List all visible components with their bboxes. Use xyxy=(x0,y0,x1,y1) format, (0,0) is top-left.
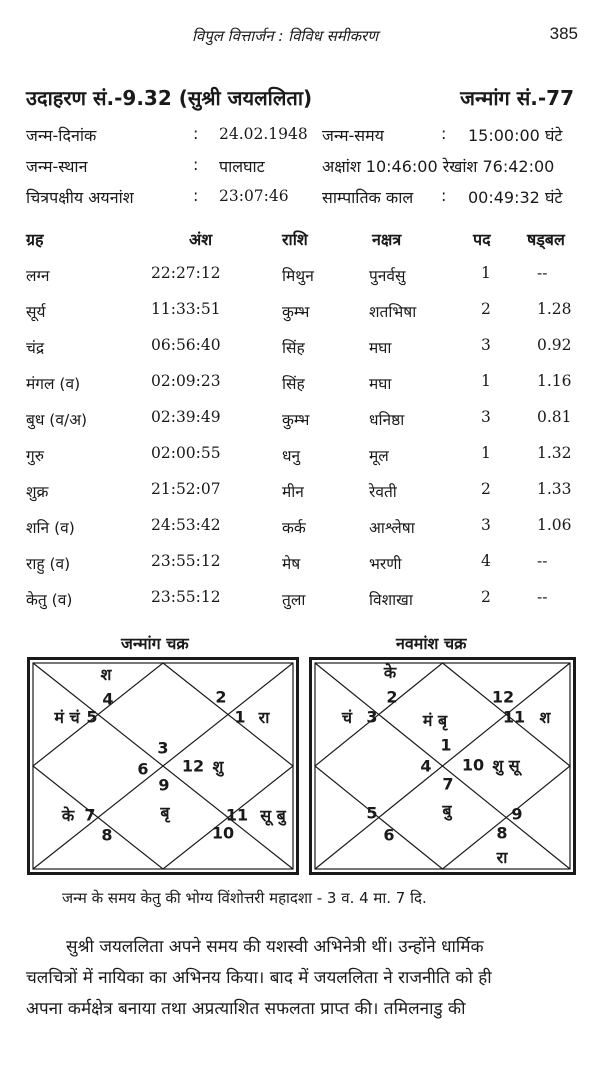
chart-number: जन्मांग सं.-77 xyxy=(460,86,574,110)
cell-rashi: तुला xyxy=(282,591,306,609)
col-header-shadbal: षड्बल xyxy=(527,230,565,249)
house-11-sign: 11 xyxy=(502,707,526,727)
info-label: साम्पातिक काल xyxy=(322,188,414,207)
cell-ansh: 11:33:51 xyxy=(151,300,221,318)
info-label: जन्म-स्थान xyxy=(26,157,88,176)
cell-nakshatra: भरणी xyxy=(369,555,402,573)
house-10-planets: शु सू xyxy=(492,756,520,775)
cell-nakshatra: आश्लेषा xyxy=(369,519,415,537)
house-5-sign: 5 xyxy=(366,803,378,823)
info-value: 23:07:46 xyxy=(219,187,289,205)
paragraph-line: सुश्री जयललिता अपने समय की यशस्वी अभिनेत्री थीं। उन्होंने धार्मिक xyxy=(66,937,484,957)
cell-rashi: सिंह xyxy=(282,375,305,393)
cell-shadbal: 1.16 xyxy=(537,372,572,390)
cell-shadbal: 1.06 xyxy=(537,516,572,534)
cell-graha: केतु (व) xyxy=(26,591,73,609)
cell-graha: शुक्र xyxy=(26,483,49,501)
cell-ansh: 02:00:55 xyxy=(151,444,221,462)
cell-nakshatra: रेवती xyxy=(369,483,397,501)
cell-ansh: 23:55:12 xyxy=(151,552,221,570)
house-1-sign: 1 xyxy=(440,735,452,755)
col-header-nakshatra: नक्षत्र xyxy=(372,230,402,249)
house-6-sign: 8 xyxy=(101,825,113,845)
house-5-sign: 7 xyxy=(84,805,96,825)
cell-rashi: मीन xyxy=(282,483,304,501)
house-10-sign: 10 xyxy=(461,755,485,775)
info-value: पालघाट xyxy=(219,157,265,176)
info-colon: : xyxy=(441,186,447,205)
cell-ansh: 02:39:49 xyxy=(151,408,221,426)
house-7-sign: 9 xyxy=(158,775,170,795)
cell-nakshatra: विशाखा xyxy=(369,591,413,609)
info-colon: : xyxy=(441,124,447,143)
cell-pad: 1 xyxy=(481,372,491,390)
cell-shadbal: -- xyxy=(537,588,548,606)
info-label: जन्म-दिनांक xyxy=(26,126,97,145)
house-4-sign: 4 xyxy=(420,756,432,776)
cell-rashi: मेष xyxy=(282,555,301,573)
cell-nakshatra: पुनर्वसु xyxy=(369,267,406,285)
running-head: विपुल वित्तार्जन : विविध समीकरण xyxy=(192,27,379,45)
cell-pad: 2 xyxy=(481,588,491,606)
cell-rashi: धनु xyxy=(282,447,301,465)
cell-ansh: 22:27:12 xyxy=(151,264,221,282)
navamansh-chart-title: नवमांश चक्र xyxy=(396,634,467,653)
cell-shadbal: 1.32 xyxy=(537,444,572,462)
house-9-planets: सू बु xyxy=(260,806,286,825)
cell-pad: 4 xyxy=(481,552,491,570)
house-10-planets: शु xyxy=(212,757,224,776)
cell-ansh: 24:53:42 xyxy=(151,516,221,534)
cell-graha: गुरु xyxy=(26,447,44,465)
cell-rashi: सिंह xyxy=(282,339,305,357)
cell-pad: 1 xyxy=(481,264,491,282)
house-7-sign: 7 xyxy=(442,774,454,794)
info-label: चित्रपक्षीय अयनांश xyxy=(26,188,134,207)
navamansh-chart-grid xyxy=(309,657,576,875)
info-value: 15:00:00 घंटे xyxy=(468,126,563,145)
house-10-sign: 12 xyxy=(181,756,205,776)
house-11-planets: रा xyxy=(258,708,270,727)
cell-shadbal: 1.28 xyxy=(537,300,572,318)
cell-rashi: मिथुन xyxy=(282,267,314,285)
cell-pad: 1 xyxy=(481,444,491,462)
house-8-planets: रा xyxy=(496,848,508,867)
house-12-sign: 2 xyxy=(215,687,227,707)
house-1-planets: मं बृ xyxy=(422,711,448,730)
cell-nakshatra: मूल xyxy=(369,447,389,465)
cell-nakshatra: मघा xyxy=(369,339,392,357)
cell-graha: मंगल (व) xyxy=(26,375,81,393)
cell-ansh: 21:52:07 xyxy=(151,480,221,498)
house-3-sign: 5 xyxy=(86,707,98,727)
info-colon: : xyxy=(193,155,199,174)
col-header-rashi: राशि xyxy=(282,230,308,249)
janmang-chart-title: जन्मांग चक्र xyxy=(121,634,189,653)
cell-rashi: कुम्भ xyxy=(282,411,310,429)
cell-graha: चंद्र xyxy=(26,339,45,357)
dasha-note: जन्म के समय केतु की भोग्य विंशोत्तरी महादशा - 3 व. 4 मा. 7 दि. xyxy=(62,889,427,907)
house-11-planets: श xyxy=(539,708,551,727)
info-colon: : xyxy=(193,124,199,143)
info-label: जन्म-समय xyxy=(322,126,384,145)
house-11-sign: 1 xyxy=(234,707,246,727)
cell-graha: लग्न xyxy=(26,267,50,285)
cell-shadbal: -- xyxy=(537,552,548,570)
cell-graha: शनि (व) xyxy=(26,519,75,537)
janmang-chart xyxy=(27,657,299,875)
info-colon: : xyxy=(193,186,199,205)
cell-shadbal: 0.92 xyxy=(537,336,572,354)
cell-pad: 3 xyxy=(481,516,491,534)
cell-shadbal: 0.81 xyxy=(537,408,572,426)
col-header-graha: ग्रह xyxy=(26,230,44,249)
house-9-sign: 9 xyxy=(511,804,523,824)
house-7-planets: बृ xyxy=(160,803,170,822)
cell-rashi: कर्क xyxy=(282,519,306,537)
house-1-sign: 3 xyxy=(157,738,169,758)
house-3-sign: 3 xyxy=(366,707,378,727)
house-6-sign: 6 xyxy=(383,825,395,845)
cell-graha: सूर्य xyxy=(26,303,46,321)
cell-shadbal: 1.33 xyxy=(537,480,572,498)
house-2-sign: 4 xyxy=(102,689,114,709)
cell-pad: 2 xyxy=(481,300,491,318)
house-9-sign: 11 xyxy=(225,805,249,825)
cell-ansh: 02:09:23 xyxy=(151,372,221,390)
cell-graha: बुध (व/अ) xyxy=(26,411,88,429)
cell-ansh: 06:56:40 xyxy=(151,336,221,354)
example-title: उदाहरण सं.-9.32 (सुश्री जयललिता) xyxy=(26,86,313,110)
cell-nakshatra: शतभिषा xyxy=(369,303,417,321)
house-2-planets: के xyxy=(383,663,397,682)
house-3-planets: चं xyxy=(341,708,353,727)
cell-shadbal: -- xyxy=(537,264,548,282)
cell-rashi: कुम्भ xyxy=(282,303,310,321)
col-header-pad: पद xyxy=(473,230,491,249)
paragraph-line: अपना कर्मक्षेत्र बनाया तथा अप्रत्याशित सफलता प्राप्त की। तमिलनाडु की xyxy=(26,999,466,1019)
body-paragraph xyxy=(26,932,582,1025)
cell-pad: 3 xyxy=(481,336,491,354)
paragraph-line: चलचित्रों में नायिका का अभिनय किया। बाद में जयललिता ने राजनीति को ही xyxy=(26,968,492,988)
house-12-sign: 12 xyxy=(491,687,515,707)
info-value: 00:49:32 घंटे xyxy=(468,188,563,207)
house-2-sign: 2 xyxy=(386,687,398,707)
house-8-sign: 10 xyxy=(211,823,235,843)
house-2-planets: श xyxy=(100,665,112,684)
house-7-planets: बु xyxy=(442,801,452,820)
cell-nakshatra: मघा xyxy=(369,375,392,393)
info-value: 24.02.1948 xyxy=(219,125,308,143)
col-header-ansh: अंश xyxy=(189,230,213,249)
cell-nakshatra: धनिष्ठा xyxy=(369,411,405,429)
janmang-chart-grid xyxy=(27,657,299,875)
house-8-sign: 8 xyxy=(496,823,508,843)
house-4-sign: 6 xyxy=(137,759,149,779)
cell-ansh: 23:55:12 xyxy=(151,588,221,606)
page-number: 385 xyxy=(549,24,578,43)
info-value: अक्षांश 10:46:00 रेखांश 76:42:00 xyxy=(322,157,555,176)
house-5-planets: के xyxy=(61,806,75,825)
cell-pad: 3 xyxy=(481,408,491,426)
cell-graha: राहु (व) xyxy=(26,555,71,573)
navamansh-chart xyxy=(309,657,576,875)
cell-pad: 2 xyxy=(481,480,491,498)
house-3-planets: मं चं xyxy=(54,708,80,727)
